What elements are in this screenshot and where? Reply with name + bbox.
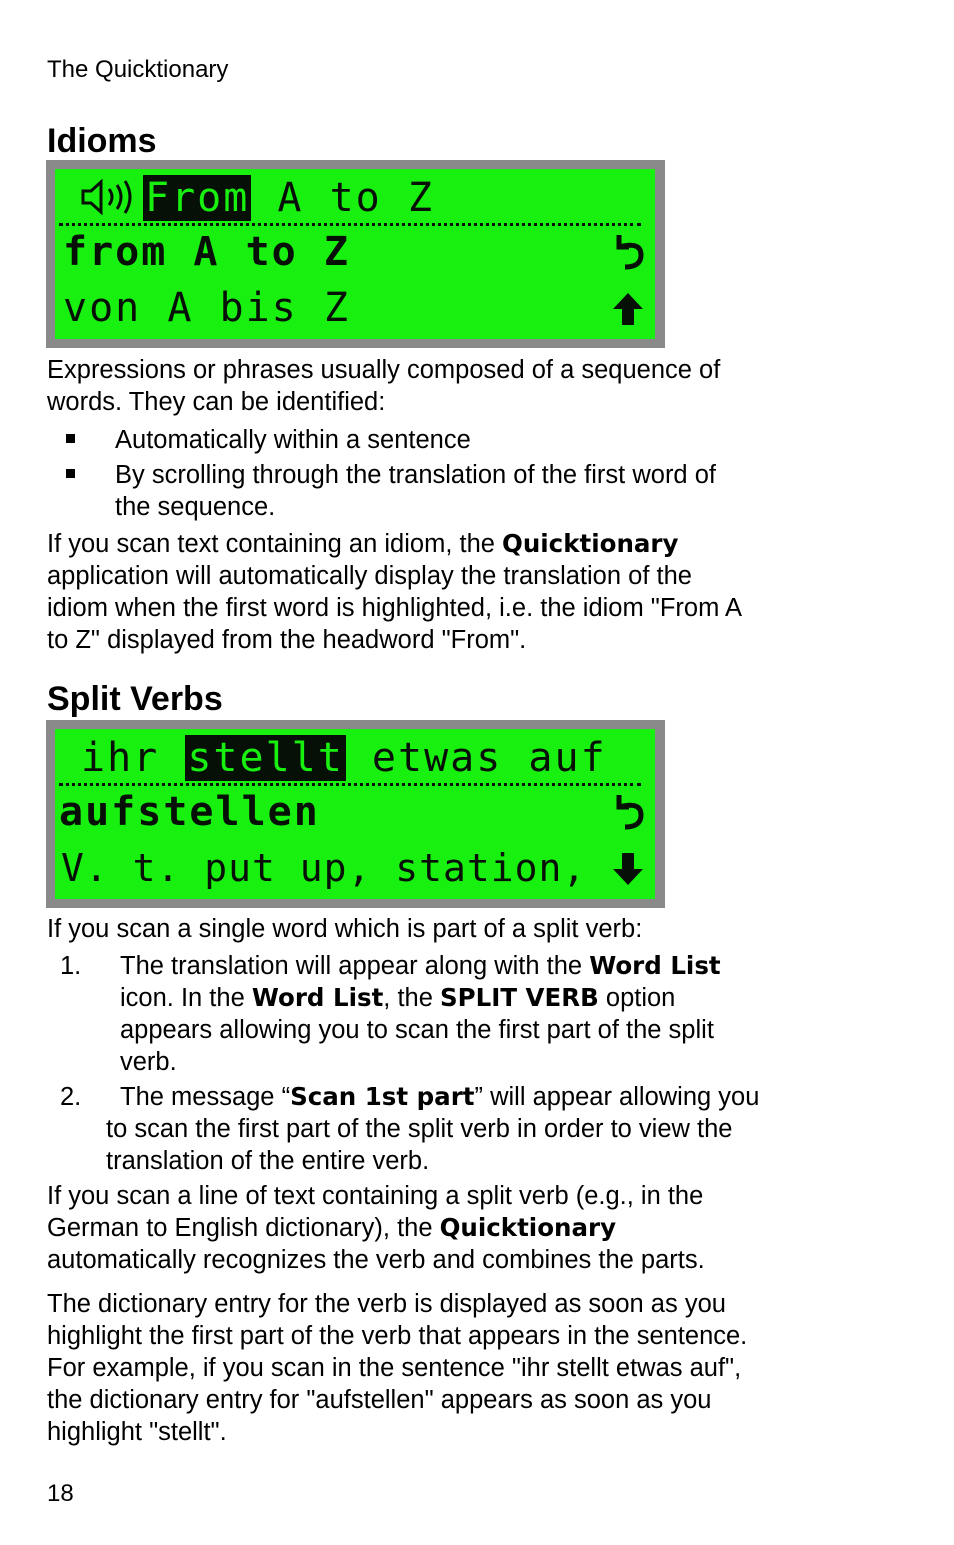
lcd-highlighted-word: stellt bbox=[187, 735, 344, 781]
page-number: 18 bbox=[47, 1480, 74, 1507]
lcd-row-translation: V. t. put up, station, bbox=[61, 846, 587, 890]
running-header: The Quicktionary bbox=[47, 56, 229, 83]
split-verbs-lcd-screenshot bbox=[46, 720, 665, 908]
product-name: Quicktionary bbox=[502, 529, 679, 558]
arrow-up-icon bbox=[611, 289, 645, 329]
split-intro: If you scan a single word which is part of a split verb: bbox=[47, 915, 643, 943]
speaker-icon bbox=[79, 177, 143, 217]
lcd-highlighted-word: From bbox=[145, 175, 250, 221]
lcd-source-rest: A to Z bbox=[251, 175, 434, 221]
lcd-display bbox=[55, 729, 655, 899]
lcd-row-headword: aufstellen bbox=[59, 789, 320, 835]
split-paragraph-1: If you scan a line of text containing a split verb (e.g., in the German to English dictionary), the Quicktionary automatically recognizes the verb and combines the parts. bbox=[47, 1182, 705, 1274]
idioms-lcd-screenshot bbox=[46, 160, 665, 348]
bullet-square-icon bbox=[66, 469, 75, 478]
idioms-paragraph: If you scan text containing an idiom, the Quicktionary application will automatically display the translation of the idiom when the first word is highlighted, i.e. the idiom "From A to Z" displayed from the headword "From". bbox=[47, 529, 743, 654]
split-paragraph-2: The dictionary entry for the verb is displayed as soon as you highlight the first part of the verb that appears in the sentence. For example, if you scan in the sentence "ihr stellt etwas auf", the dictionary entry for "aufstellen" appears as soon as you highlight "stellt". bbox=[47, 1290, 748, 1446]
list-item: Automatically within a sentence bbox=[66, 424, 826, 456]
arrow-down-icon bbox=[611, 849, 645, 889]
lcd-row-source: ihr stellt etwas auf bbox=[81, 735, 607, 781]
lcd-row-translation: von A bis Z bbox=[63, 285, 350, 331]
list-number: 2. bbox=[60, 1083, 82, 1111]
bullet-square-icon bbox=[66, 434, 75, 443]
idioms-description: Expressions or phrases usually composed of a sequence of words. They can be identified: bbox=[47, 356, 721, 416]
list-item: 1. The translation will appear along with the Word List icon. In the Word List, the SPLIT VERB option appears allowing you to scan the first part of the split verb. bbox=[60, 951, 721, 1076]
list-number: 1. bbox=[60, 952, 82, 980]
lcd-row-source bbox=[63, 173, 434, 223]
section-title-split-verbs: Split Verbs bbox=[47, 680, 223, 718]
list-item: 2. The message “Scan 1st part” will appear allowing you to scan the first part of the split verb in order to view the translation of the entire verb. bbox=[60, 1082, 760, 1175]
lcd-display bbox=[55, 169, 655, 339]
return-arrow-icon bbox=[611, 231, 645, 271]
lcd-dotted-divider bbox=[59, 783, 641, 786]
return-arrow-icon bbox=[611, 791, 645, 831]
section-title-idioms: Idioms bbox=[47, 122, 157, 160]
lcd-row-headword: from A to Z bbox=[63, 229, 350, 275]
lcd-dotted-divider bbox=[59, 223, 641, 226]
product-name: Quicktionary bbox=[439, 1213, 617, 1242]
list-item: By scrolling through the translation of the first word of the sequence. bbox=[66, 459, 826, 523]
